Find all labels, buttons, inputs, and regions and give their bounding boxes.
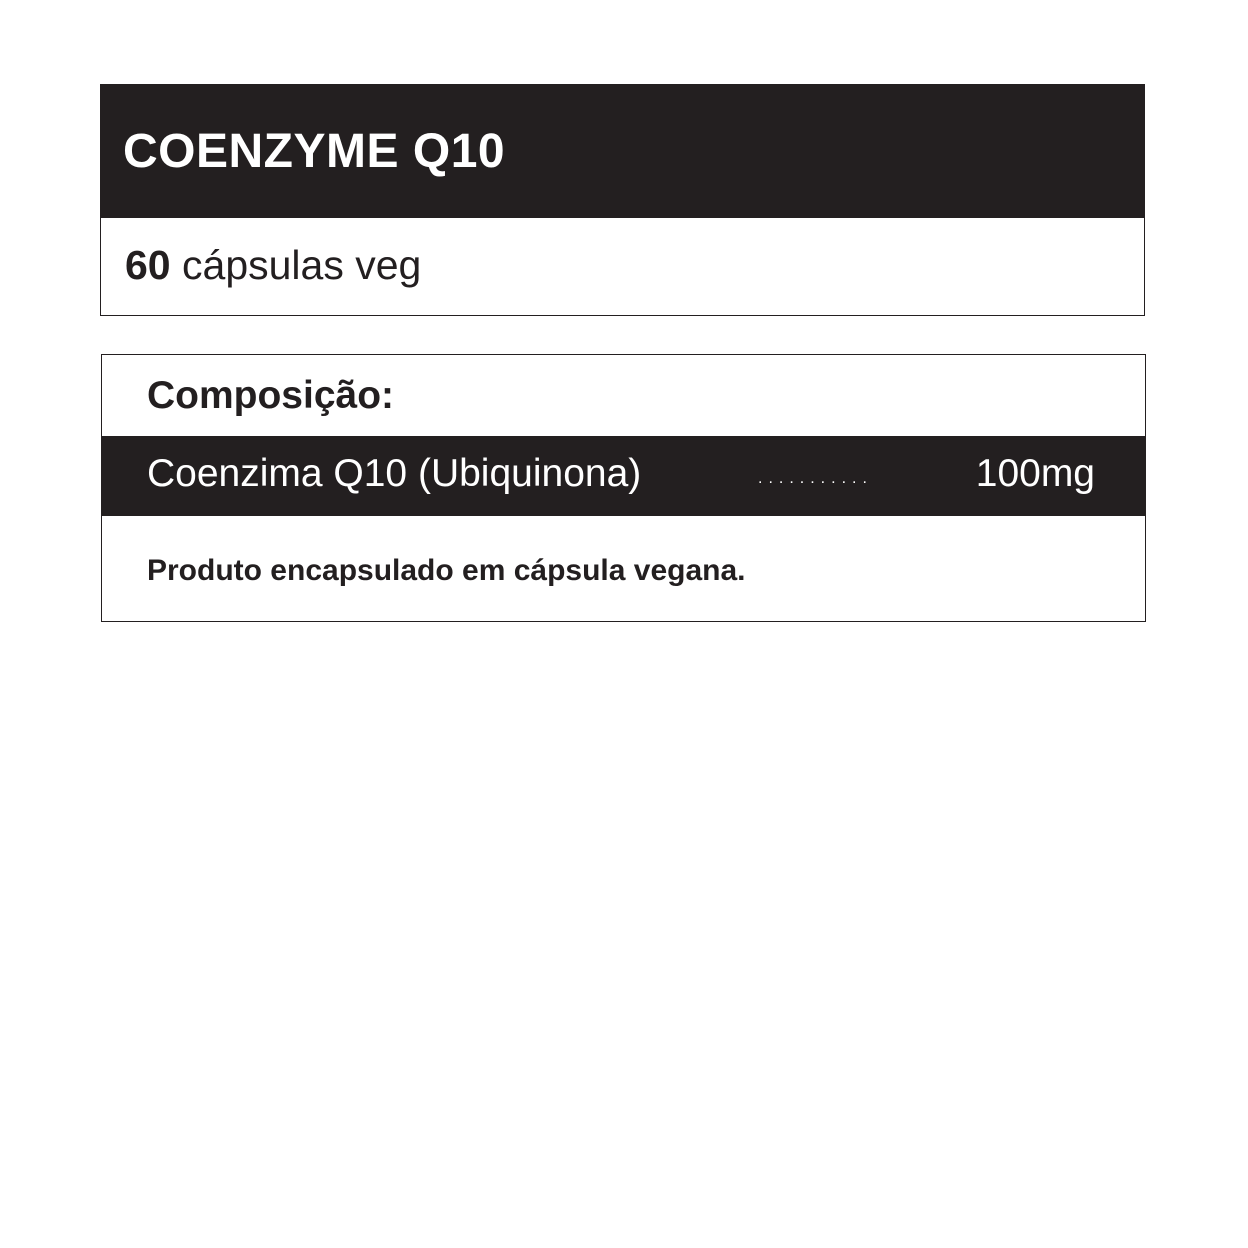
composition-note: Produto encapsulado em cápsula vegana. <box>147 554 746 587</box>
product-title: COENZYME Q10 <box>123 125 506 178</box>
composition-heading: Composição: <box>147 374 395 417</box>
ingredient-amount: 100mg <box>975 452 1095 495</box>
ingredient-name: Coenzima Q10 (Ubiquinona) <box>147 452 642 495</box>
capsule-count <box>125 242 422 288</box>
product-title-bar <box>101 85 1144 218</box>
ingredient-row <box>102 436 1145 516</box>
composition-box <box>101 354 1146 622</box>
dotted-leader: ........... <box>758 470 873 487</box>
capsule-count-unit: cápsulas veg <box>182 242 422 288</box>
capsule-count-number: 60 <box>125 242 171 288</box>
product-box <box>100 84 1145 316</box>
